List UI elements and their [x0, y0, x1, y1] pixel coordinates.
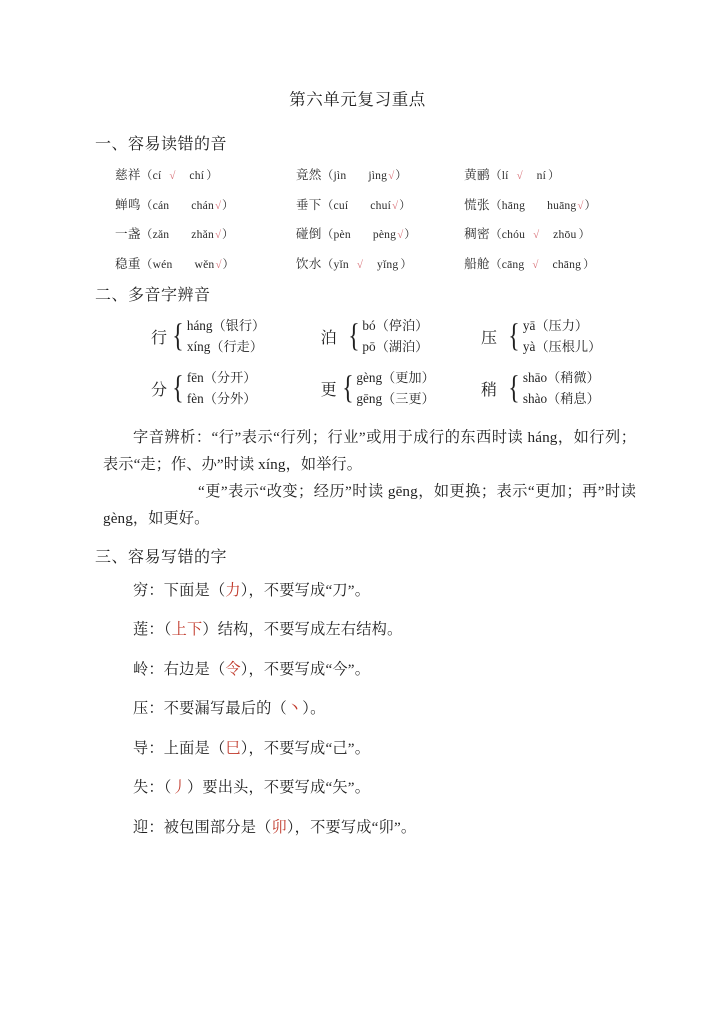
pinyin-option-2: huāng — [547, 198, 577, 212]
check-mark-icon: √ — [214, 199, 222, 212]
table-row — [115, 164, 636, 183]
readings — [523, 315, 601, 358]
page-title: 第六单元复习重点 — [289, 90, 426, 109]
paren-open: （ — [489, 169, 502, 182]
paren-close: ） — [222, 198, 234, 212]
item-before: ：（ — [148, 621, 172, 639]
table-row — [115, 253, 636, 272]
readings — [523, 367, 600, 410]
pinyin-option-1: yǐn — [333, 257, 349, 271]
polyphonic-char: 稍 — [481, 381, 498, 399]
paren-close: ） — [399, 198, 411, 212]
readings — [187, 367, 257, 410]
list-item — [133, 814, 636, 841]
pinyin-option-2: wěn — [194, 257, 215, 271]
list-item — [133, 735, 636, 762]
polyphonic-group — [151, 315, 321, 358]
check-mark-icon: √ — [215, 258, 222, 271]
readings — [356, 367, 434, 410]
paren-close: ） — [206, 169, 218, 182]
item-after: ），不要写成“卯”。 — [286, 818, 417, 836]
reading-bottom: pō（湖泊） — [362, 339, 429, 355]
check-mark-icon: √ — [214, 229, 222, 241]
pinyin-option-2: chuí — [370, 198, 392, 212]
check-mark-icon: √ — [516, 170, 523, 182]
list-item — [133, 695, 636, 722]
reading-bottom: yà（压根儿） — [522, 339, 602, 355]
analysis-paragraph-2: “更”表示“改变；经历”时读 gēng，如更换；表示“更加；再”时读 gèng，如更好。 — [103, 482, 636, 527]
item-before: ：不要漏写最后的（ — [148, 700, 287, 718]
reading-top: yā（压力） — [522, 318, 589, 333]
paren-close: ） — [583, 257, 595, 271]
pinyin-option-2: chí — [189, 169, 205, 182]
paren-close: ） — [578, 228, 591, 241]
check-mark-icon — [355, 200, 357, 212]
reading-top: bó（停泊） — [362, 318, 429, 333]
reading-bottom: xíng（行走） — [186, 339, 264, 355]
check-mark-icon — [176, 229, 178, 241]
pinyin-item — [115, 223, 296, 242]
pinyin-option-1: zǎn — [152, 228, 170, 241]
reading-bottom: gēng（三更） — [356, 391, 435, 407]
polyphonic-char: 行 — [151, 329, 168, 347]
reading-bottom: fèn（分外） — [186, 391, 257, 407]
brace-icon: { — [508, 369, 520, 406]
list-item — [133, 774, 636, 801]
paren-open: （ — [321, 169, 334, 182]
polyphonic-char: 分 — [151, 381, 168, 399]
brace-icon: { — [172, 317, 184, 354]
reading-bottom: shào（稍息） — [522, 391, 600, 407]
word-text: 垂下 — [295, 197, 322, 212]
target-char: 失 — [133, 779, 149, 797]
brace-icon: { — [172, 369, 184, 406]
word-text: 慈祥 — [115, 168, 141, 182]
list-item — [133, 577, 636, 604]
pinyin-option-1: hāng — [501, 198, 526, 212]
pinyin-option-1: cuí — [333, 198, 349, 212]
item-after: ），不要写成“今”。 — [240, 660, 371, 678]
pinyin-option-1: chóu — [501, 228, 526, 241]
polyphonic-group — [321, 367, 481, 410]
check-mark-icon — [532, 200, 534, 212]
item-before: ：上面是（ — [148, 739, 226, 757]
pinyin-option-2: pèng — [372, 228, 397, 241]
check-mark-icon: √ — [533, 229, 540, 241]
check-mark-icon — [353, 170, 355, 182]
reading-top: gèng（更加） — [356, 369, 435, 385]
item-before: ：被包围部分是（ — [148, 818, 272, 836]
highlight-char: 丶 — [286, 700, 303, 718]
pinyin-option-1: lí — [501, 169, 509, 182]
pinyin-option-1: cāng — [501, 257, 525, 271]
pinyin-option-1: cán — [152, 198, 170, 212]
highlight-char: 力 — [225, 581, 241, 599]
pinyin-item — [296, 253, 464, 272]
character-list — [103, 577, 636, 841]
pinyin-option-2: chāng — [552, 257, 582, 271]
item-before: ：下面是（ — [148, 581, 226, 599]
paren-close: ） — [548, 169, 560, 182]
brace-icon: { — [347, 317, 360, 354]
item-after: ）要出头，不要写成“矢”。 — [186, 779, 371, 797]
highlight-char: 卯 — [271, 818, 287, 836]
polyphonic-row — [151, 367, 636, 410]
check-mark-icon: √ — [532, 258, 539, 271]
paren-open: （ — [140, 228, 153, 241]
item-before: ：（ — [148, 779, 172, 797]
target-char: 迎 — [133, 818, 149, 836]
table-row — [115, 194, 636, 213]
polyphonic-groups — [103, 315, 636, 410]
pinyin-option-1: cí — [152, 169, 162, 182]
paren-open: （ — [489, 228, 502, 241]
word-text: 碰倒 — [295, 227, 322, 241]
word-text: 竟然 — [295, 168, 322, 182]
polyphonic-group — [481, 315, 636, 358]
polyphonic-char: 压 — [481, 329, 498, 347]
word-text: 蝉鸣 — [115, 197, 141, 212]
pinyin-item — [115, 194, 296, 213]
target-char: 穷 — [133, 581, 149, 599]
pinyin-item — [115, 253, 296, 272]
readings — [187, 315, 265, 358]
pinyin-item — [464, 223, 636, 242]
paren-close: ） — [222, 257, 235, 271]
paren-open: （ — [140, 198, 153, 212]
reading-top: shāo（稍微） — [522, 369, 600, 385]
highlight-char: 令 — [225, 660, 241, 678]
paren-close: ） — [404, 228, 417, 241]
pinyin-item — [464, 164, 636, 183]
polyphonic-group — [321, 315, 481, 358]
check-mark-icon — [358, 229, 360, 241]
check-mark-icon: √ — [577, 199, 584, 212]
word-text: 饮水 — [295, 256, 322, 271]
word-text: 慌张 — [464, 197, 490, 212]
pinyin-option-2: jìng — [368, 169, 388, 182]
pinyin-item — [296, 194, 464, 213]
reading-top: fēn（分开） — [186, 369, 257, 385]
brace-icon: { — [508, 317, 520, 354]
pinyin-option-2: zhōu — [553, 228, 577, 241]
polyphonic-group — [151, 367, 321, 410]
paren-close: ） — [395, 169, 408, 182]
paren-close: ） — [400, 257, 413, 271]
paren-close: ） — [222, 228, 234, 241]
word-text: 黄鹂 — [464, 168, 490, 182]
paren-open: （ — [140, 257, 153, 271]
highlight-char: 丿 — [171, 779, 187, 797]
pinyin-table — [103, 164, 636, 272]
target-char: 岭 — [133, 660, 149, 678]
brace-icon: { — [341, 369, 354, 406]
word-text: 一盏 — [115, 227, 141, 241]
paren-open: （ — [321, 198, 334, 212]
word-text: 船舱 — [464, 256, 490, 271]
reading-top: háng（银行） — [186, 318, 266, 333]
word-text: 稳重 — [115, 256, 141, 271]
section-heading-3: 三、容易写错的字 — [95, 548, 228, 566]
polyphonic-row — [151, 315, 636, 358]
item-before: ：右边是（ — [148, 660, 226, 678]
pinyin-option-1: pèn — [333, 228, 351, 241]
pinyin-option-2: yǐng — [376, 257, 399, 271]
pinyin-option-2: ní — [536, 169, 547, 182]
check-mark-icon: √ — [356, 258, 363, 271]
item-after: ）。 — [302, 700, 326, 718]
paren-open: （ — [321, 257, 334, 271]
target-char: 压 — [133, 700, 149, 718]
pinyin-item — [464, 194, 636, 213]
pinyin-item — [464, 253, 636, 272]
pinyin-option-1: wén — [152, 257, 173, 271]
item-after: ）结构，不要写成左右结构。 — [202, 621, 403, 639]
item-after: ），不要写成“刀”。 — [240, 581, 371, 599]
highlight-char: 上下 — [171, 621, 203, 639]
polyphonic-char: 泊 — [320, 329, 337, 347]
readings — [362, 315, 428, 358]
highlight-char: 巳 — [225, 739, 241, 757]
pinyin-item — [296, 223, 464, 242]
pinyin-option-2: zhǎn — [191, 228, 214, 241]
check-mark-icon: √ — [388, 170, 395, 182]
table-row — [115, 223, 636, 242]
check-mark-icon: √ — [397, 229, 404, 241]
section-heading-2: 二、多音字辨音 — [95, 287, 211, 304]
polyphonic-char: 更 — [320, 381, 337, 399]
check-mark-icon: √ — [392, 199, 399, 212]
target-char: 莲 — [133, 621, 149, 639]
paren-open: （ — [489, 257, 502, 271]
paren-open: （ — [321, 228, 334, 241]
paren-open: （ — [140, 169, 153, 182]
list-item — [133, 656, 636, 683]
check-mark-icon — [176, 200, 178, 212]
target-char: 导 — [133, 739, 149, 757]
paren-close: ） — [584, 198, 597, 212]
pinyin-option-2: chán — [191, 198, 214, 212]
list-item — [133, 616, 636, 643]
pinyin-option-1: jìn — [333, 169, 347, 182]
pinyin-item — [115, 164, 296, 183]
polyphonic-group — [481, 367, 636, 410]
paren-open: （ — [489, 198, 502, 212]
check-mark-icon: √ — [169, 170, 176, 182]
item-after: ），不要写成“己”。 — [240, 739, 371, 757]
pinyin-item — [296, 164, 464, 183]
word-text: 稠密 — [464, 227, 490, 241]
check-mark-icon — [180, 259, 182, 271]
analysis-paragraph-1: 字音辨析：“行”表示“行列；行业”或用于成行的东西时读 háng，如行列；表示“走；作、办”时读 xíng，如举行。 — [103, 428, 636, 473]
section-heading-1: 一、容易读错的音 — [95, 136, 228, 153]
